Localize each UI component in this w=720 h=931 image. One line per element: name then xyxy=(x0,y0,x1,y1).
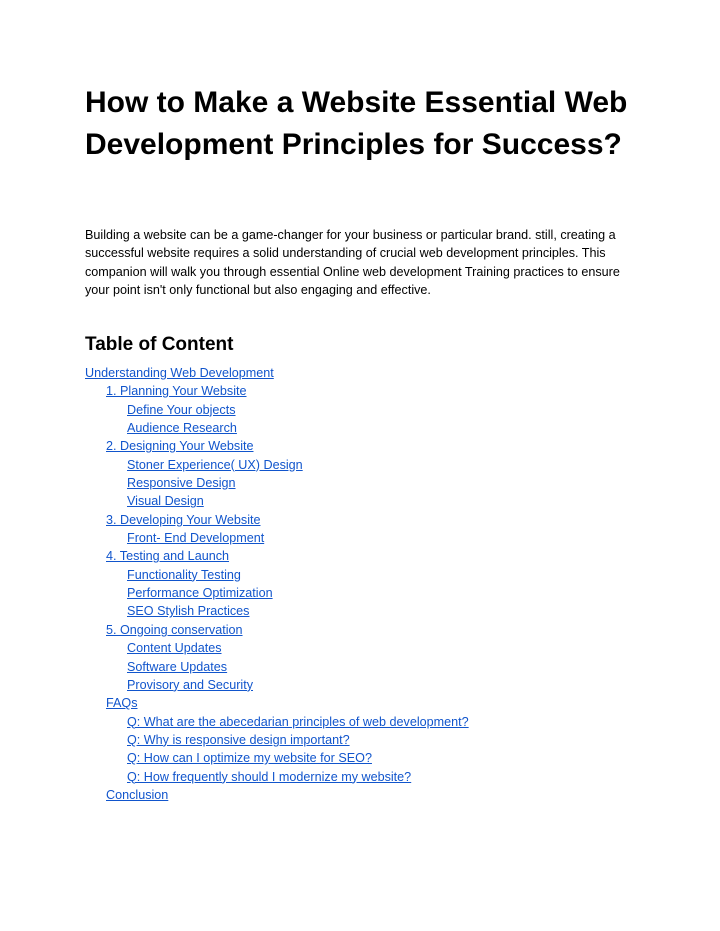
table-of-contents xyxy=(85,364,645,804)
toc-link[interactable]: 1. Planning Your Website xyxy=(106,384,247,399)
toc-link[interactable]: Understanding Web Development xyxy=(85,366,274,380)
toc-link[interactable]: Performance Optimization xyxy=(127,586,273,601)
toc-item xyxy=(85,547,645,565)
toc-link[interactable]: Q: How frequently should I modernize my website? xyxy=(127,769,412,784)
toc-item xyxy=(85,639,645,657)
toc-link[interactable]: Audience Research xyxy=(127,421,237,436)
toc-link[interactable]: Q: How can I optimize my website for SEO? xyxy=(127,751,372,766)
toc-item xyxy=(85,474,645,492)
toc-item xyxy=(85,602,645,620)
toc-item xyxy=(85,437,645,455)
toc-link[interactable]: Functionality Testing xyxy=(127,567,241,582)
toc-item xyxy=(85,529,645,547)
toc-item xyxy=(85,658,645,676)
toc-link[interactable]: Define Your objects xyxy=(127,402,236,417)
toc-link[interactable]: Responsive Design xyxy=(127,476,236,491)
toc-link[interactable]: Software Updates xyxy=(127,659,228,674)
toc-link[interactable]: 4. Testing and Launch xyxy=(106,549,230,564)
toc-item xyxy=(85,364,645,382)
toc-link[interactable]: Content Updates xyxy=(127,641,222,656)
toc-item xyxy=(85,492,645,510)
toc-link[interactable]: Visual Design xyxy=(127,494,204,509)
document-title: How to Make a Website Essential Web Development Principles for Success? xyxy=(85,86,628,161)
toc-item xyxy=(85,382,645,400)
toc-item xyxy=(85,401,645,419)
toc-link[interactable]: Provisory and Security xyxy=(127,677,253,692)
toc-item xyxy=(85,419,645,437)
toc-link[interactable]: Stoner Experience( UX) Design xyxy=(127,457,303,472)
toc-item xyxy=(85,768,645,786)
toc-item xyxy=(85,621,645,639)
toc-link[interactable]: FAQs xyxy=(106,696,138,711)
toc-item xyxy=(85,713,645,731)
toc-item xyxy=(85,749,645,767)
toc-link[interactable]: 3. Developing Your Website xyxy=(106,512,261,527)
toc-link[interactable]: Q: Why is responsive design important? xyxy=(127,732,350,747)
toc-link[interactable]: SEO Stylish Practices xyxy=(127,604,250,619)
toc-link[interactable]: Conclusion xyxy=(106,787,169,802)
toc-item xyxy=(85,676,645,694)
toc-link[interactable]: 2. Designing Your Website xyxy=(106,439,254,454)
toc-item xyxy=(85,694,645,712)
toc-item xyxy=(85,511,645,529)
toc-item xyxy=(85,584,645,602)
toc-link[interactable]: Q: What are the abecedarian principles of web development? xyxy=(127,714,469,729)
toc-link[interactable]: 5. Ongoing conservation xyxy=(106,622,243,637)
toc-heading: Table of Content xyxy=(85,334,234,355)
toc-item xyxy=(85,731,645,749)
toc-item xyxy=(85,456,645,474)
toc-item xyxy=(85,786,645,804)
toc-item xyxy=(85,566,645,584)
intro-paragraph: Building a website can be a game-changer for your business or particular brand. still, creating a successful website requires a solid understanding of crucial web development principles. This companion will walk you through essential Online web development Training practices to ensure your point isn't only functional but also engaging and effective. xyxy=(85,228,620,298)
toc-link[interactable]: Front- End Development xyxy=(127,531,265,546)
